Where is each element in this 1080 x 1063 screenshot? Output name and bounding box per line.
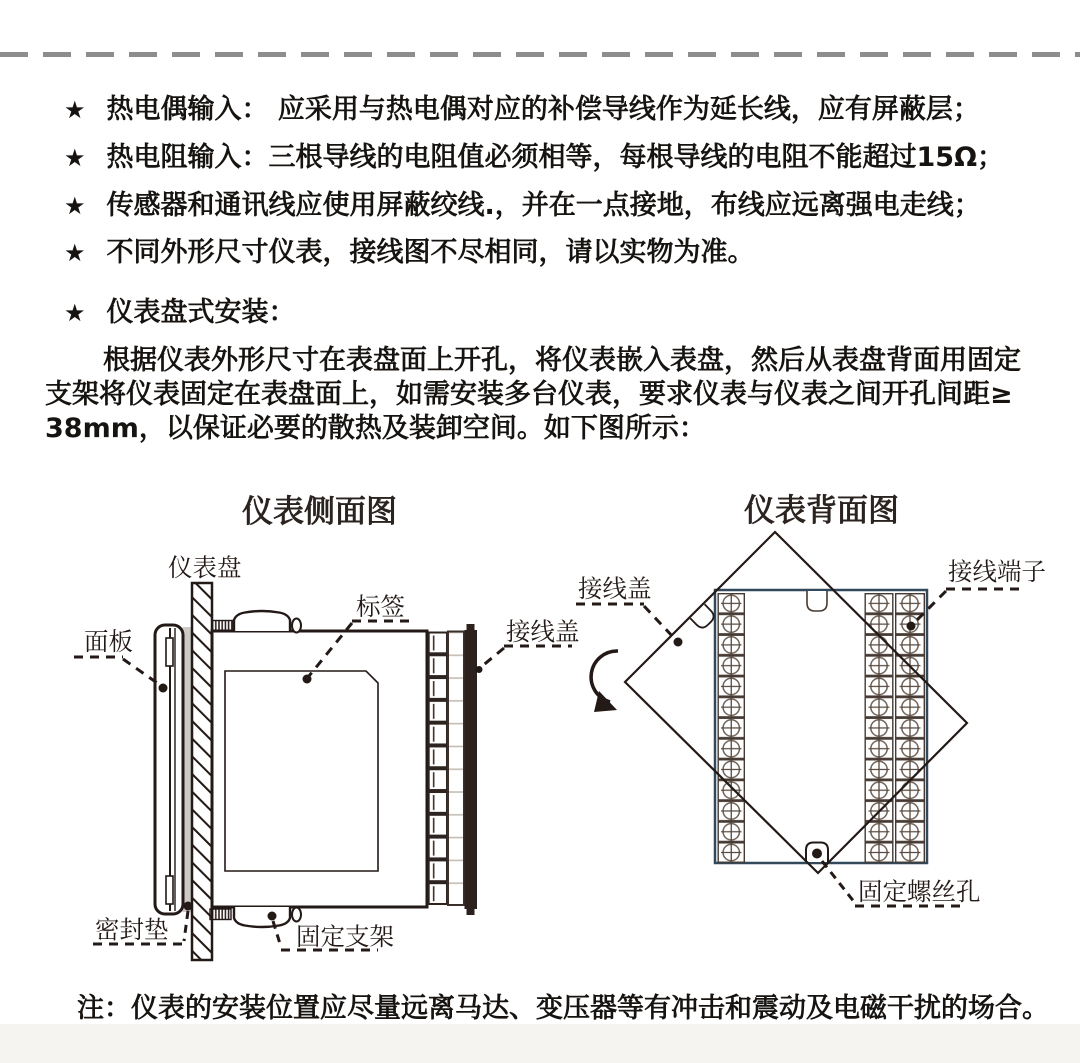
install-paragraph-line: 根据仪表外形尺寸在表盘面上开孔，将仪表嵌入表盘，然后从表盘背面用固定 (103, 345, 1021, 376)
star-bullet-icon: ★ (64, 299, 86, 327)
terminal-column-right-b (895, 593, 925, 863)
label-bracket: 固定支架 (296, 922, 394, 951)
side-view-diagram (74, 553, 580, 960)
back-view-diagram (576, 532, 1046, 906)
leader-front-panel (74, 627, 168, 693)
bullet-text: 热电阻输入：三根导线的电阻值必须相等，每根导线的电阻不能超过15Ω； (106, 142, 1005, 173)
terminal-strip-rail (448, 632, 464, 906)
leader-terminal-cover-side (476, 617, 580, 673)
leader-screw-hole (822, 861, 981, 906)
fixing-screw-hole (806, 843, 828, 863)
instrument-body (212, 631, 427, 907)
label-terminal-cover-side: 接线盖 (506, 617, 580, 646)
bottom-bracket-screw (210, 907, 301, 927)
star-bullet-icon: ★ (64, 144, 86, 172)
section-title: 仪表盘式安装： (106, 297, 296, 328)
bullet-text: 不同外形尺寸仪表，接线图不尽相同，请以实物为准。 (106, 237, 755, 268)
terminal-cover-bar (465, 624, 478, 915)
terminal-strip (428, 632, 448, 906)
label-screw-hole: 固定螺丝孔 (858, 877, 981, 906)
label-gasket: 密封垫 (95, 915, 169, 944)
install-paragraph-line: 38mm，以保证必要的散热及装卸空间。如下图所示： (45, 413, 706, 444)
label-panel-board: 仪表盘 (168, 553, 242, 582)
installation-note: 注：仪表的安装位置应尽量远离马达、变压器等有冲击和震动及电磁干扰的场合。 (77, 993, 1049, 1024)
label-terminals: 接线端子 (948, 557, 1046, 586)
sticker-area (225, 671, 378, 871)
rotation-arrow-icon (591, 651, 618, 712)
star-bullet-icon: ★ (64, 192, 86, 220)
label-terminal-cover-back: 接线盖 (578, 574, 652, 603)
star-bullet-icon: ★ (64, 239, 86, 267)
front-panel-bezel (155, 625, 183, 914)
cover-notch (690, 604, 716, 630)
star-bullet-icon: ★ (64, 96, 86, 124)
leader-terminal-cover-back (576, 574, 683, 647)
side-view-title: 仪表侧面图 (242, 494, 397, 529)
label-front-panel: 面板 (84, 627, 133, 656)
top-bracket-screw (212, 611, 301, 633)
panel-wall-hatched (192, 583, 212, 960)
label-sticker: 标签 (356, 592, 405, 621)
footer-strip (0, 1024, 1080, 1063)
terminal-column-left (718, 593, 746, 863)
install-paragraph-line: 支架将仪表固定在表盘面上，如需安装多台仪表，要求仪表与仪表之间开孔间距≥ (45, 379, 1013, 410)
bullet-text: 传感器和通讯线应使用屏蔽绞线.，并在一点接地，布线应远离强电走线； (106, 190, 981, 221)
top-notch (807, 591, 827, 611)
bullet-text: 热电偶输入： 应采用与热电偶对应的补偿导线作为延长线，应有屏蔽层； (106, 94, 980, 125)
back-view-title: 仪表背面图 (744, 493, 899, 528)
